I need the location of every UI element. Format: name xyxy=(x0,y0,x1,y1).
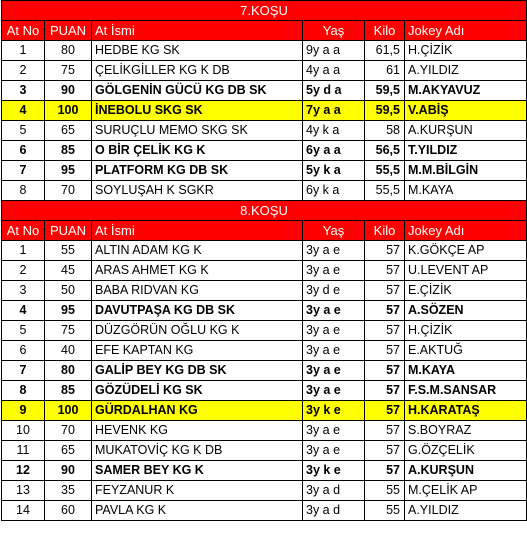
cell-yas: 6y k a xyxy=(303,181,365,201)
cell-jokey: S.BOYRAZ xyxy=(405,421,527,441)
table-row xyxy=(2,101,527,121)
cell-kilo: 57 xyxy=(365,321,405,341)
cell-at-ismi: GÖLGENİN GÜCÜ KG DB SK xyxy=(92,81,303,101)
cell-kilo: 55 xyxy=(365,501,405,521)
cell-jokey: M.KAYA xyxy=(405,181,527,201)
cell-kilo: 57 xyxy=(365,441,405,461)
cell-yas: 4y a a xyxy=(303,61,365,81)
cell-kilo: 57 xyxy=(365,361,405,381)
cell-at-no: 7 xyxy=(2,361,45,381)
cell-at-ismi: EFE KAPTAN KG xyxy=(92,341,303,361)
cell-kilo: 57 xyxy=(365,281,405,301)
cell-at-no: 4 xyxy=(2,101,45,121)
table-row xyxy=(2,381,527,401)
cell-at-no: 9 xyxy=(2,401,45,421)
race-table xyxy=(1,0,527,521)
cell-kilo: 57 xyxy=(365,461,405,481)
table-row xyxy=(2,301,527,321)
cell-kilo: 57 xyxy=(365,401,405,421)
cell-yas: 3y k e xyxy=(303,401,365,421)
table-row xyxy=(2,281,527,301)
cell-at-no: 10 xyxy=(2,421,45,441)
cell-yas: 3y a e xyxy=(303,341,365,361)
header-puan: PUAN xyxy=(45,21,92,41)
race-title-row xyxy=(2,201,527,221)
cell-kilo: 61 xyxy=(365,61,405,81)
race-table-body xyxy=(2,1,527,521)
cell-jokey: M.AKYAVUZ xyxy=(405,81,527,101)
cell-at-no: 1 xyxy=(2,241,45,261)
table-row xyxy=(2,81,527,101)
table-row xyxy=(2,421,527,441)
cell-jokey: A.YILDIZ xyxy=(405,61,527,81)
cell-kilo: 61,5 xyxy=(365,41,405,61)
cell-kilo: 57 xyxy=(365,421,405,441)
cell-at-ismi: GÜRDALHAN KG xyxy=(92,401,303,421)
cell-puan: 75 xyxy=(45,61,92,81)
cell-jokey: G.ÖZÇELİK xyxy=(405,441,527,461)
cell-yas: 5y d a xyxy=(303,81,365,101)
cell-at-ismi: SURUÇLU MEMO SKG SK xyxy=(92,121,303,141)
cell-puan: 40 xyxy=(45,341,92,361)
header-at-no: At No xyxy=(2,21,45,41)
cell-at-no: 3 xyxy=(2,281,45,301)
cell-at-ismi: DAVUTPAŞA KG DB SK xyxy=(92,301,303,321)
header-puan: PUAN xyxy=(45,221,92,241)
header-kilo: Kilo xyxy=(365,221,405,241)
cell-jokey: U.LEVENT AP xyxy=(405,261,527,281)
cell-jokey: H.ÇİZİK xyxy=(405,321,527,341)
cell-at-ismi: O BİR ÇELİK KG K xyxy=(92,141,303,161)
cell-at-ismi: MUKATOVİÇ KG K DB xyxy=(92,441,303,461)
table-row xyxy=(2,321,527,341)
cell-at-ismi: FEYZANUR K xyxy=(92,481,303,501)
cell-kilo: 57 xyxy=(365,381,405,401)
cell-puan: 35 xyxy=(45,481,92,501)
cell-puan: 95 xyxy=(45,161,92,181)
cell-puan: 90 xyxy=(45,461,92,481)
cell-at-ismi: ALTIN ADAM KG K xyxy=(92,241,303,261)
cell-yas: 7y a a xyxy=(303,101,365,121)
cell-kilo: 56,5 xyxy=(365,141,405,161)
cell-jokey: F.S.M.SANSAR xyxy=(405,381,527,401)
cell-jokey: V.ABİŞ xyxy=(405,101,527,121)
cell-yas: 3y a e xyxy=(303,421,365,441)
cell-at-ismi: GÖZÜDELİ KG SK xyxy=(92,381,303,401)
header-jokey: Jokey Adı xyxy=(405,21,527,41)
cell-at-ismi: PAVLA KG K xyxy=(92,501,303,521)
cell-kilo: 57 xyxy=(365,261,405,281)
cell-yas: 5y k a xyxy=(303,161,365,181)
cell-puan: 80 xyxy=(45,361,92,381)
cell-at-no: 6 xyxy=(2,141,45,161)
cell-jokey: M.ÇELİK AP xyxy=(405,481,527,501)
table-row xyxy=(2,441,527,461)
cell-at-ismi: İNEBOLU SKG SK xyxy=(92,101,303,121)
table-row xyxy=(2,121,527,141)
cell-kilo: 57 xyxy=(365,301,405,321)
cell-at-no: 5 xyxy=(2,121,45,141)
cell-jokey: A.KURŞUN xyxy=(405,121,527,141)
cell-at-no: 8 xyxy=(2,181,45,201)
cell-yas: 3y a d xyxy=(303,481,365,501)
cell-kilo: 59,5 xyxy=(365,101,405,121)
table-row xyxy=(2,261,527,281)
cell-at-no: 8 xyxy=(2,381,45,401)
cell-kilo: 59,5 xyxy=(365,81,405,101)
cell-at-ismi: HEVENK KG xyxy=(92,421,303,441)
cell-yas: 3y a e xyxy=(303,441,365,461)
cell-at-ismi: GALİP BEY KG DB SK xyxy=(92,361,303,381)
cell-yas: 3y a e xyxy=(303,241,365,261)
cell-puan: 60 xyxy=(45,501,92,521)
header-at-ismi: At İsmi xyxy=(92,221,303,241)
header-at-no: At No xyxy=(2,221,45,241)
cell-at-no: 5 xyxy=(2,321,45,341)
cell-at-ismi: HEDBE KG SK xyxy=(92,41,303,61)
cell-kilo: 55,5 xyxy=(365,161,405,181)
cell-jokey: K.GÖKÇE AP xyxy=(405,241,527,261)
cell-puan: 65 xyxy=(45,441,92,461)
cell-yas: 3y a e xyxy=(303,381,365,401)
cell-jokey: E.ÇİZİK xyxy=(405,281,527,301)
cell-puan: 45 xyxy=(45,261,92,281)
cell-yas: 3y d e xyxy=(303,281,365,301)
cell-jokey: A.SÖZEN xyxy=(405,301,527,321)
cell-jokey: T.YILDIZ xyxy=(405,141,527,161)
cell-jokey: M.KAYA xyxy=(405,361,527,381)
cell-at-no: 6 xyxy=(2,341,45,361)
table-row xyxy=(2,41,527,61)
cell-puan: 85 xyxy=(45,141,92,161)
table-row xyxy=(2,141,527,161)
cell-at-no: 1 xyxy=(2,41,45,61)
cell-jokey: H.ÇİZİK xyxy=(405,41,527,61)
header-row xyxy=(2,221,527,241)
header-yas: Yaş xyxy=(303,221,365,241)
cell-puan: 55 xyxy=(45,241,92,261)
cell-yas: 3y a e xyxy=(303,321,365,341)
cell-at-ismi: PLATFORM KG DB SK xyxy=(92,161,303,181)
cell-kilo: 57 xyxy=(365,241,405,261)
cell-kilo: 55,5 xyxy=(365,181,405,201)
cell-kilo: 55 xyxy=(365,481,405,501)
cell-at-no: 2 xyxy=(2,61,45,81)
cell-puan: 70 xyxy=(45,421,92,441)
race-title-row xyxy=(2,1,527,21)
cell-at-ismi: DÜZGÖRÜN OĞLU KG K xyxy=(92,321,303,341)
cell-puan: 90 xyxy=(45,81,92,101)
cell-puan: 95 xyxy=(45,301,92,321)
header-row xyxy=(2,21,527,41)
table-row xyxy=(2,361,527,381)
header-kilo: Kilo xyxy=(365,21,405,41)
cell-at-no: 2 xyxy=(2,261,45,281)
cell-jokey: M.M.BİLGİN xyxy=(405,161,527,181)
table-row xyxy=(2,501,527,521)
cell-at-no: 12 xyxy=(2,461,45,481)
header-yas: Yaş xyxy=(303,21,365,41)
cell-at-no: 13 xyxy=(2,481,45,501)
cell-yas: 9y a a xyxy=(303,41,365,61)
cell-at-ismi: ARAS AHMET KG K xyxy=(92,261,303,281)
cell-at-ismi: BABA RIDVAN KG xyxy=(92,281,303,301)
cell-puan: 65 xyxy=(45,121,92,141)
header-at-ismi: At İsmi xyxy=(92,21,303,41)
race-title: 7.KOŞU xyxy=(2,1,527,21)
cell-jokey: E.AKTUĞ xyxy=(405,341,527,361)
cell-jokey: A.YILDIZ xyxy=(405,501,527,521)
cell-jokey: H.KARATAŞ xyxy=(405,401,527,421)
cell-yas: 3y a d xyxy=(303,501,365,521)
table-row xyxy=(2,401,527,421)
cell-puan: 80 xyxy=(45,41,92,61)
cell-at-ismi: ÇELİKGİLLER KG K DB xyxy=(92,61,303,81)
table-row xyxy=(2,461,527,481)
table-row xyxy=(2,161,527,181)
table-row xyxy=(2,341,527,361)
header-jokey: Jokey Adı xyxy=(405,221,527,241)
cell-at-no: 11 xyxy=(2,441,45,461)
table-row xyxy=(2,61,527,81)
cell-at-no: 3 xyxy=(2,81,45,101)
cell-jokey: A.KURŞUN xyxy=(405,461,527,481)
cell-at-ismi: SAMER BEY KG K xyxy=(92,461,303,481)
cell-yas: 3y a e xyxy=(303,361,365,381)
cell-puan: 70 xyxy=(45,181,92,201)
table-row xyxy=(2,481,527,501)
cell-yas: 6y a a xyxy=(303,141,365,161)
cell-puan: 75 xyxy=(45,321,92,341)
table-row xyxy=(2,181,527,201)
cell-yas: 4y k a xyxy=(303,121,365,141)
cell-kilo: 58 xyxy=(365,121,405,141)
cell-puan: 100 xyxy=(45,401,92,421)
cell-at-ismi: SOYLUŞAH K SGKR xyxy=(92,181,303,201)
cell-yas: 3y k e xyxy=(303,461,365,481)
table-row xyxy=(2,241,527,261)
cell-puan: 85 xyxy=(45,381,92,401)
cell-at-no: 14 xyxy=(2,501,45,521)
cell-kilo: 57 xyxy=(365,341,405,361)
cell-yas: 3y a e xyxy=(303,301,365,321)
cell-puan: 50 xyxy=(45,281,92,301)
race-title: 8.KOŞU xyxy=(2,201,527,221)
cell-at-no: 4 xyxy=(2,301,45,321)
cell-puan: 100 xyxy=(45,101,92,121)
cell-at-no: 7 xyxy=(2,161,45,181)
cell-yas: 3y a e xyxy=(303,261,365,281)
